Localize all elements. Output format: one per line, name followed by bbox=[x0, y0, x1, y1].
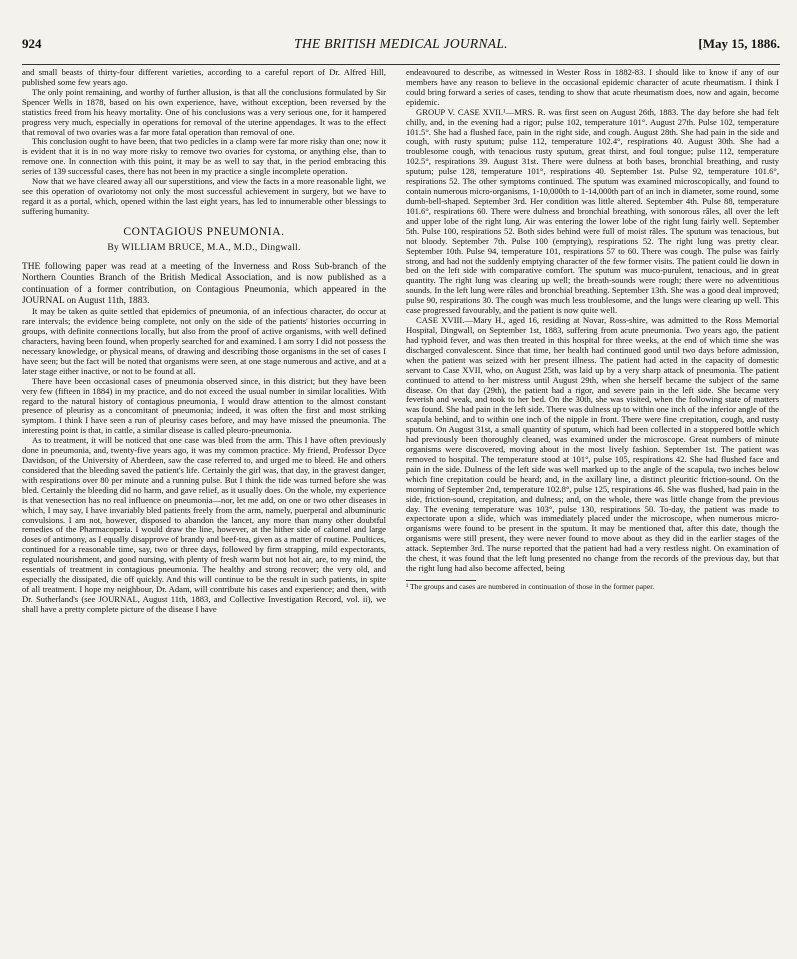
footnote: ¹ The groups and cases are numbered in continuation of those in the former paper. bbox=[406, 582, 655, 592]
issue-date: [May 15, 1886. bbox=[698, 36, 780, 51]
paragraph: There have been occasional cases of pneumonia observed since, in this district; but they have been very few (fifteen in 1884) in my practice, and do not exceed the usual number in similar localities. With regard to the natural history of contagious pneumonia, I would draw attention to the almost constant presence of pleurisy as a concomitant of pneumonia; indeed, it was often the first and most striking symptom. I think I have seen a run of pleurisy cases before, and may have missed the pneumonia. The interesting point is that, in cattle, a similar disease is called pleuro-pneumonia. bbox=[22, 375, 386, 436]
paragraph: Now that we have cleared away all our superstitions, and view the facts in a more reasonable light, we see this operation of ovariotomy not only the most successful achievement in surgery, but we have to regard it as a portal, which, opened within the last eight years, has led to innumerable other blessings to suffering humanity. bbox=[22, 176, 386, 216]
paragraph: As to treatment, it will be noticed that one case was bled from the arm. This I have often previously done in pneumonia, and, twenty-five years ago, it was my common practice. My friend, Professor Dyce Davidson, of the University of Aberdeen, saw the case referred to, and urged me to bleed. He and others considered that the bleeding saved the patient's life. Certainly the girl was, that day, in the gravest danger, with respirations over 80 per minute and a running pulse. But I think the tide was turned before she was bled. Certainly the bleeding did no harm, and gave relief, as it usually does. On the whole, my experience is that venesection has no real influence on pneumonia—nor, let me add, on one or two other diseases in which, I may say, I have invariably bled patients freely from the arm, namely, puerperal and albuminuric convulsions. I am not, however, disposed to abandon the lancet, any more than many other doubtful remedies of the Pharmacopœia. I would draw the line, however, at the hither side of calomel and large doses of antimony, as I equally disapprove of brandy and beef-tea, given as a matter of routine. Poultices, continued for a reasonable time, say, two or three days, followed by firm strapping, mild expectorants, regulated nourishment, and good nursing, with plenty of fresh warm but not hot air, are, to my mind, the essentials of treatment in contagious pneumonia. The healthy and strong recover; the very old, and especially the dissipated, die off quickly. And this will continue to be the result in such patients, in spite of all treatment. I hope my neighbour, Dr. Adam, will contribute his cases and experience; and then, with Dr. Sutherland's (see JOURNAL, August 11th, 1883, and Collective Investigation Record, vol. ii), we shall have a pretty complete picture of the disease I have bbox=[22, 435, 386, 614]
case-report: CASE XVIII.—Mary H., aged 16, residing at Novar, Ross-shire, was admitted to the Ross Memorial Hospital, Dingwall, on September 1st, 1883, suffering from acute pneumonia. Two years ago, the patient had typhoid fever, and was then treated in this hospital for three weeks, at the end of which time she was discharged convalescent. Since that time, her health had continued good until two days before admission, when the patient was seized with her present illness. The patient had acted in the capacity of domestic servant to Case XVII, who, on August 25th, was laid up by a very sharp attack of pneumonia. The patient continued to attend to her mistress until August 29th, when she herself became the subject of the same disease. On that day (29th), the patient had a rigor, and severe pain in the left side. She became very feverish and weak, and took to her bed. On the 30th, she was visited, when the following state of matters was found. She had pain in the left side. There was dulness up to within one inch of the inferior angle of the scapula behind, and to within one inch of the nipple in front. There were fine crepitation, cough, and rusty sputum. On August 31st, a small quantity of sputum, which had been collected in a stoppered bottle which had previously been thoroughly cleaned, was examined under the microscope. Great numbers of minute organisms were discovered, moving about in the most lively fashion. September 1st. The patient was removed to hospital. The temperature stood at 101°, pulse 105, respirations 42. She had flushed face and pain in the side. Dulness of the left side was well marked up to the angle of the scapula, two inches below which fine crepitation could be heard; and, in the axillary line, a distinct pleuritic friction-sound. On the morning of September 2nd, temperature 102.8°, pulse 125, respirations 46. She was flushed, had pain in the side, friction-sound, crepitation, and dulness; and, on the whole, there was little change from the previous day. The evening temperature was 103°, pulse 130, respirations 50. To-day, the patient was made to expectorate upon a slide, which was immediately placed under the microscope, when numerous micro-organisms were found to be present in the sputum. It may be mentioned that, after this date, though the organisms were still present, they were never found to move about as they did in the earlier stages of the attack. September 3rd. The nurse reported that the patient had had a very restless night. On examination of the chest, it was found that the left lung presented no change from the records of the previous day, but that the right lung had also become affected, being bbox=[406, 315, 779, 574]
journal-title: THE BRITISH MEDICAL JOURNAL. bbox=[294, 36, 508, 51]
paragraph: This conclusion ought to have been, that two pedicles in a clamp were far more risky than one; now it is evident that it is in no way more risky to remove two ovaries for cystoma, or anything else, than to remove one. In connection with this point, it may be as well to say that, in the period embracing this series of 139 successful cases, there has not been in my practice a single incomplete operation. bbox=[22, 136, 386, 177]
case-report: GROUP V. CASE XVII.¹—MRS. R. was first seen on August 26th, 1883. The day before she had felt chilly, and, in the evening had a rigor; pulse 102, temperature 101°. August 27th. Pulse 102, temperature 101.5°. She had a flushed face, pain in the right side, and cough. August 28th. She had pain in the side and cough, with rusty sputum; pulse 112, temperature 102.4°, respirations 40. August 30th. She had a troublesome cough, with tenacious rusty sputum, great thirst, and foul tongue; pulse 112, temperature 102.5°, respirations 39. August 31st. There were dulness at both bases, bronchial breathing, and rusty sputum; pulse 128, temperature 101°, respirations 40. September 1st. Pulse 92, temperature 101.6°, respirations 52. The other symptoms continued. The sputum was examined microscopically, and found to contain numerous micro-organisms, 1-10,000th to 1-14,000th part of an inch in diameter, some round, some dumb-bell-shaped. September 3rd. Her condition was little altered. September 4th. Pulse 88, temperature 101.6°, respirations 60. There were dulness and bronchial breathing, with sonorous râles, all over the left and upper lobe of the right lung. Air was entering the lower lobe of the right lung fairly well. September 5th. Pulse 100, respirations 52. Both sides behind were full of moist râles. The sputum was tenacious, but not bloody. September 7th. Pulse 100 (emptying), respirations 52. The right lung was pretty clear. September 10th. Pulse 94, temperature 101, respirations 57 to 60. There was cough. The pulse was fairly strong, and had not the suddenly emptying character of the few former visits. The patient could lie down in bed on the left side with comparative comfort. The sputum was muco-purulent, tenacious, and in great quantity. The right lung was clearing up well; the breath-sounds were rough; there were no adventitious sounds. In the left lung were râles and bronchial breathing. September 13th. She was a good deal improved; pulse 90, respirations 30. The cough was much less troublesome, and the lungs were clearing up well. This case progressed favourably, and the patient is now quite well. bbox=[406, 106, 779, 316]
page-number: 924 bbox=[22, 36, 42, 51]
paragraph: endeavoured to describe, as witnessed in Wester Ross in 1882-83. I should like to know if any of our members have any reason to believe in the occasional epidemic character of acute rheumatism. I think I could bring forward a series of cases, tending to show that acute rheumatism does, now and again, become epidemic. bbox=[406, 68, 779, 107]
footnote-divider bbox=[406, 580, 476, 581]
paragraph: The only point remaining, and worthy of further allusion, is that all the conclusions formulated by Sir Spencer Wells in 1878, based on his own experience, have, without exception, been reversed by the statistics freed from his heavy mortality. One of his conclusions was a very serious one, for it hampered progress very much, especially in operations for removal of the uterine appendages. It was to the effect that removal of two ovaries was a far more fatal operation than removal of one. bbox=[22, 86, 386, 137]
paragraph: and small beasts of thirty-four different varieties, according to a careful report of Dr. Alfred Hill, published some few years ago. bbox=[22, 68, 386, 87]
article-lead: THE following paper was read at a meeting of the Inverness and Ross Sub-branch of the Northern Counties Branch of the British Medical Association, and is now published as a continuation of a former contribution, on Contagious Pneumonia, which appeared in the JOURNAL on August 11th, 1883. bbox=[22, 262, 386, 306]
article-byline: By WILLIAM BRUCE, M.A., M.D., Dingwall. bbox=[107, 243, 301, 254]
paragraph: It may be taken as quite settled that epidemics of pneumonia, of an infectious character, do occur at rare intervals; the evidence being complete, not only on the side of the patients' histories occurring in groups, with definite connections locally, but also from the proof of active organisms, with well defined characters, having been found, when properly searched for and examined. I am sorry I did not possess the necessary knowledge, or physical means, of drawing and describing those organisms in the set of cases I have seen; but the fact will be noted that organisms were seen, at one stage numerous and active, and at a later stage either inactive, or not to be found at all. bbox=[22, 306, 386, 376]
right-column bbox=[406, 68, 779, 948]
article-title: CONTAGIOUS PNEUMONIA. bbox=[123, 225, 285, 238]
left-column bbox=[22, 68, 386, 948]
page-header bbox=[22, 36, 780, 65]
